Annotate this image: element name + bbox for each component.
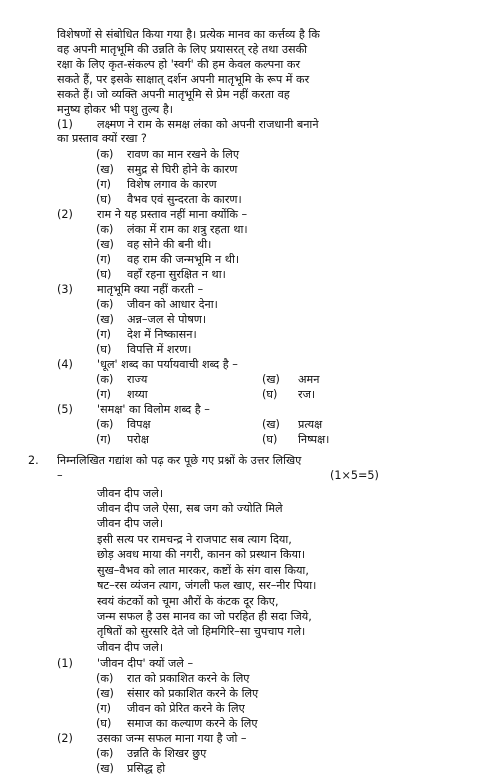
option-key: (क) — [96, 148, 114, 161]
option-text: उन्नति के शिखर छुए — [127, 747, 207, 760]
option-text: शय्या — [127, 388, 148, 401]
question-text: राम ने यह प्रस्ताव नहीं माना क्योंकि – — [97, 208, 248, 221]
question-number: (5) — [57, 403, 73, 416]
passage-line: रक्षा के लिए कृत-संकल्प हो 'स्वर्ग' की हम केवल कल्पना कर — [57, 58, 301, 71]
poem-line: स्वयं कंटकों को चूमा औरों के कंटक दूर किए, — [97, 595, 279, 608]
question-number: (2) — [57, 208, 73, 221]
poem-line: तृषितों को सुरसरि देते जो हिमगिरि–सा चुपचाप गले। — [97, 625, 306, 638]
question-number: (1) — [57, 657, 73, 670]
option-text: अन्न–जल से पोषण। — [127, 313, 207, 326]
option-key: (ख) — [96, 163, 114, 176]
option-text: वहाँ रहना सुरक्षित न था। — [127, 268, 226, 281]
option-key: (ग) — [96, 433, 112, 446]
option-text: संसार को प्रकाशित करने के लिए — [127, 687, 259, 700]
option-key: (घ) — [262, 388, 278, 401]
question-number: (2) — [57, 732, 73, 745]
option-text: विपत्ति में शरण। — [127, 343, 192, 356]
option-key: (ख) — [262, 373, 280, 386]
passage-line: विशेषणों से संबोधित किया गया है। प्रत्येक मानव का कर्त्तव्य है कि — [57, 28, 320, 41]
option-key: (क) — [96, 672, 114, 685]
option-key: (घ) — [96, 717, 112, 730]
option-key: (क) — [96, 373, 114, 386]
question-text: 'समक्ष' का विलोम शब्द है – — [97, 403, 210, 416]
option-key: (क) — [96, 747, 114, 760]
question-text: मातृभूमि क्या नहीं करती – — [97, 283, 204, 296]
section-number: 2. — [28, 454, 39, 467]
question-number: (3) — [57, 283, 73, 296]
option-text: वैभव एवं सुन्दरता के कारण। — [127, 193, 242, 206]
option-text: राज्य — [127, 373, 148, 386]
poem-line: छोड़ अवध माया की नगरी, कानन को प्रस्थान किया। — [97, 548, 306, 561]
option-text: रावण का मान रखने के लिए — [127, 148, 240, 161]
option-text: परोक्ष — [127, 433, 149, 446]
question-number: (1) — [57, 118, 73, 131]
option-key: (क) — [96, 418, 114, 431]
option-text: लंका में राम का शत्रु रहता था। — [127, 223, 248, 236]
option-text: अमन — [298, 373, 320, 386]
option-key: (ख) — [96, 687, 114, 700]
option-text: रज। — [298, 388, 316, 401]
option-text: देश में निष्कासन। — [127, 328, 197, 341]
option-text: वह सोने की बनी थी। — [127, 238, 212, 251]
poem-line: जीवन दीप जले। — [97, 487, 164, 500]
question-text: लक्ष्मण ने राम के समक्ष लंका को अपनी राजधानी बनाने — [97, 118, 319, 131]
passage-line: सकते हैं। जो व्यक्ति अपनी मातृभूमि से प्रेम नहीं करता वह — [57, 88, 290, 101]
option-text: समुद्र से घिरी होने के कारण — [127, 163, 238, 176]
option-key: (क) — [96, 223, 114, 236]
option-key: (ग) — [96, 253, 112, 266]
poem-line: इसी सत्य पर रामचन्द्र ने राजपाट सब त्याग दिया, — [97, 533, 292, 546]
option-key: (ग) — [96, 702, 112, 715]
option-key: (क) — [96, 298, 114, 311]
option-key: (घ) — [96, 268, 112, 281]
question-text: उसका जन्म सफल माना गया है जो – — [97, 732, 247, 745]
question-text: का प्रस्ताव क्यों रखा ? — [57, 132, 147, 145]
option-key: (ग) — [96, 178, 112, 191]
option-key: (घ) — [96, 343, 112, 356]
passage-line: वह अपनी मातृभूमि की उन्नति के लिए प्रयासरत् रहे तथा उसकी — [57, 43, 308, 56]
option-key: (ग) — [96, 388, 112, 401]
option-key: (ख) — [96, 313, 114, 326]
poem-line: जीवन दीप जले ऐसा, सब जग को ज्योति मिले — [97, 502, 283, 515]
poem-line: जन्म सफल है उस मानव का जो परहित ही सदा जिये, — [97, 610, 312, 623]
option-text: समाज का कल्याण करने के लिए — [127, 717, 258, 730]
option-text: निष्पक्ष। — [298, 433, 330, 446]
option-key: (ख) — [96, 762, 114, 775]
option-key: (ग) — [96, 328, 112, 341]
question-text: 'धूल' शब्द का पर्यायवाची शब्द है – — [97, 358, 238, 371]
option-key: (घ) — [96, 193, 112, 206]
question-number: (4) — [57, 358, 73, 371]
option-key: (घ) — [262, 433, 278, 446]
poem-line: षट–रस व्यंजन त्याग, जंगली फल खाए, सर–नीर पिया। — [97, 579, 317, 592]
option-text: वह राम की जन्मभूमि न थी। — [127, 253, 240, 266]
section-instruction: निम्नलिखित गद्यांश को पढ़ कर पूछे गए प्रश्नों के उत्तर लिखिए — [57, 454, 302, 467]
poem-line: जीवन दीप जले। — [97, 641, 164, 654]
instruction-dash: – — [57, 469, 63, 482]
passage-line: सकते हैं, पर इसके साक्षात् दर्शन अपनी मातृभूमि के रूप में कर — [57, 73, 310, 86]
option-text: विशेष लगाव के कारण — [127, 178, 217, 191]
poem-line: जीवन दीप जले। — [97, 517, 164, 530]
option-text: प्रत्यक्ष — [298, 418, 323, 431]
option-text: रात को प्रकाशित करने के लिए — [127, 672, 250, 685]
option-text: विपक्ष — [127, 418, 151, 431]
question-text: 'जीवन दीप' क्यों जले – — [97, 657, 194, 670]
option-key: (ख) — [262, 418, 280, 431]
option-text: जीवन को प्रेरित करने के लिए — [127, 702, 245, 715]
marks-label: (1×5=5) — [330, 469, 379, 482]
option-text: प्रसिद्ध हो — [127, 762, 166, 775]
poem-line: सुख–वैभव को लात मारकर, कष्टों के संग वास किया, — [97, 564, 309, 577]
passage-line: मनुष्य होकर भी पशु तुल्य है। — [57, 103, 174, 116]
option-text: जीवन को आधार देना। — [127, 298, 218, 311]
option-key: (ख) — [96, 238, 114, 251]
